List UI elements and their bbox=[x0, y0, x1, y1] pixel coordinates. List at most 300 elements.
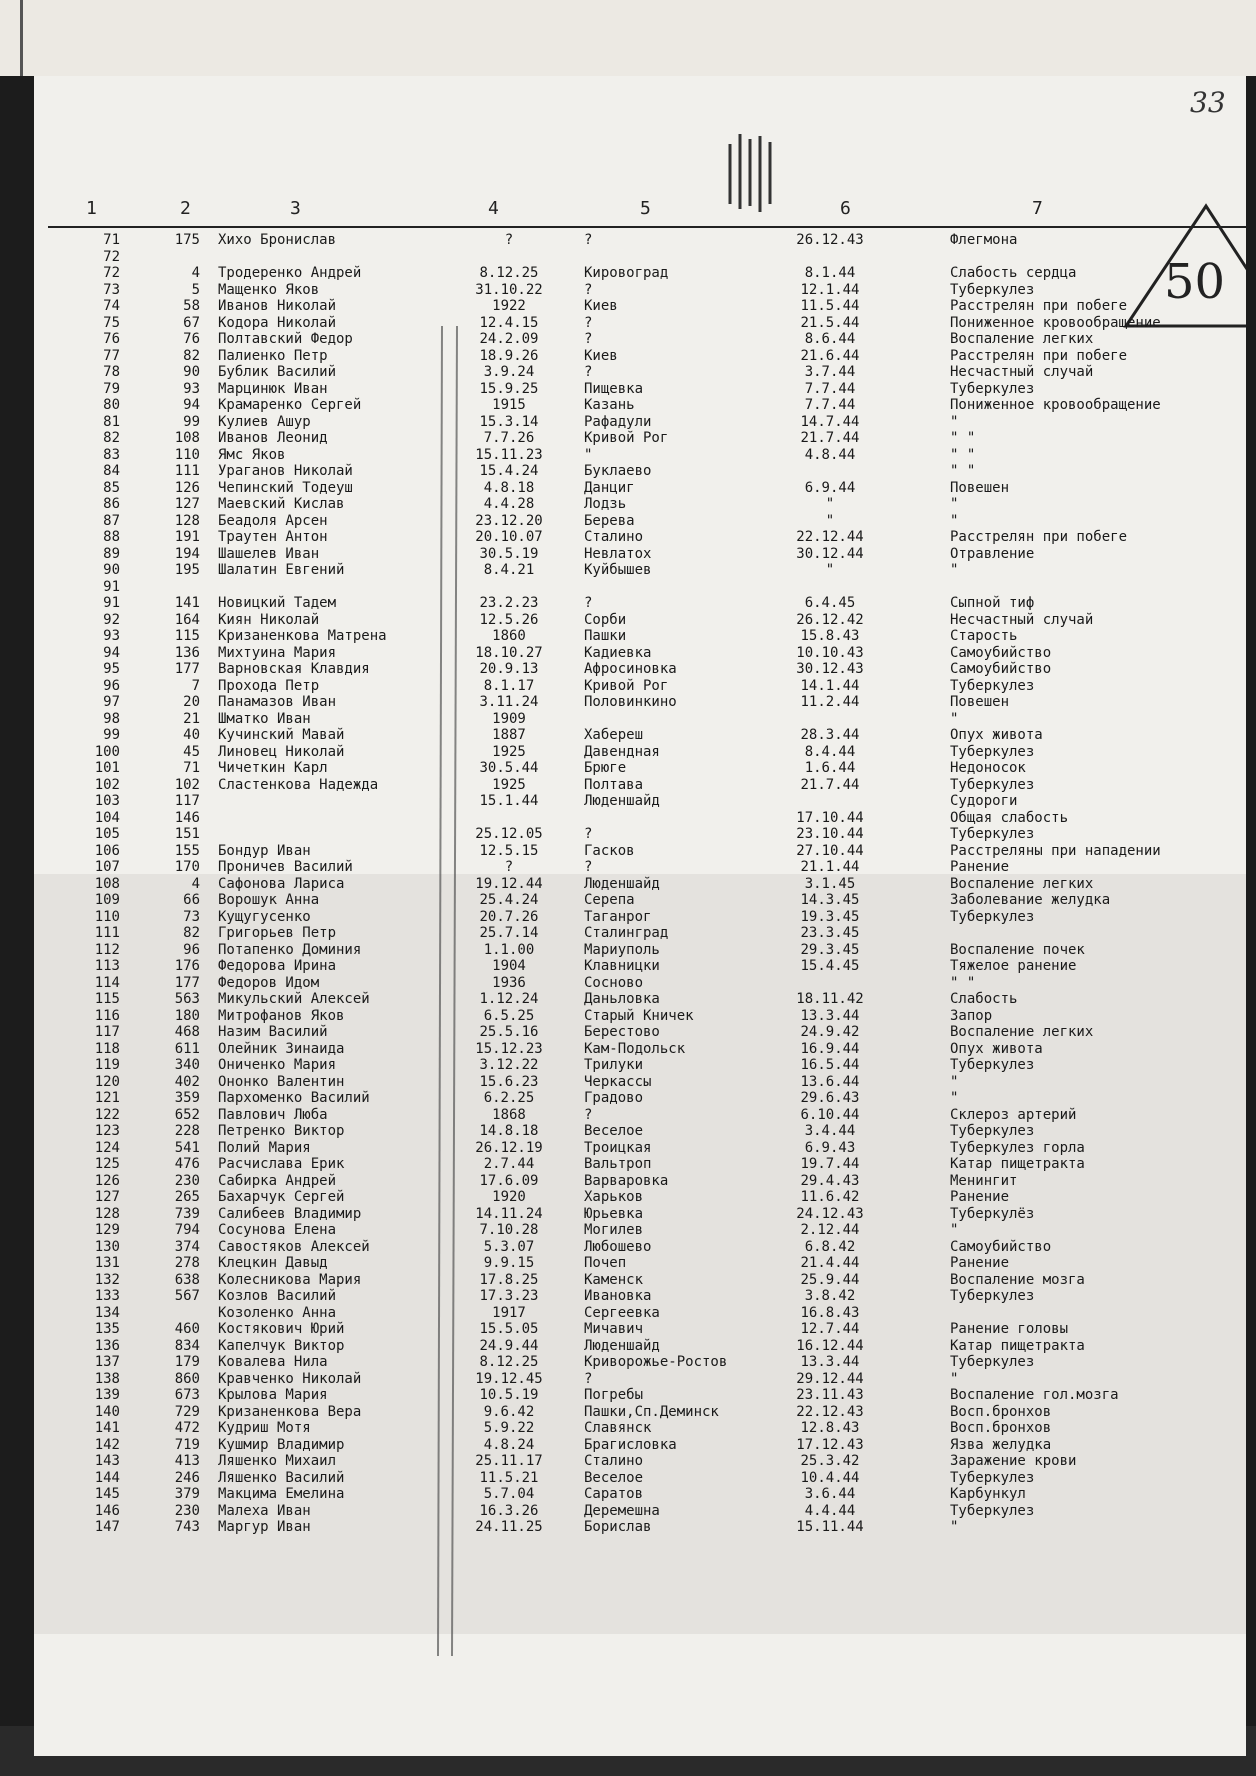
cell-c3: Павлович Люба bbox=[218, 1106, 328, 1123]
cell-c1: 134 bbox=[94, 1304, 120, 1321]
table-row bbox=[34, 661, 1246, 677]
cell-c4: 17.3.23 bbox=[479, 1288, 539, 1304]
cell-c4: 1.12.24 bbox=[479, 991, 539, 1007]
cell-c3: Киян Николай bbox=[218, 611, 320, 628]
cell-c6: 16.9.44 bbox=[800, 1040, 860, 1057]
cell-c5: Вальтроп bbox=[584, 1156, 652, 1172]
table-row bbox=[34, 744, 1246, 760]
cell-c6: 6.9.44 bbox=[804, 479, 856, 496]
cell-c2: 359 bbox=[174, 1090, 200, 1106]
cell-c4: 4.4.28 bbox=[483, 496, 535, 512]
column-headers bbox=[34, 186, 1246, 226]
cell-c1: 85 bbox=[103, 479, 120, 496]
table-row bbox=[34, 513, 1246, 529]
cell-c2: 177 bbox=[174, 974, 200, 991]
cell-c5: Трилуки bbox=[584, 1057, 644, 1073]
cell-c4: 17.6.09 bbox=[479, 1172, 539, 1189]
cell-c5: Погребы bbox=[584, 1387, 644, 1403]
cell-c5: ? bbox=[584, 232, 593, 248]
cell-c6: 14.3.45 bbox=[800, 892, 860, 908]
cell-c5: Кам-Подольск bbox=[584, 1040, 686, 1057]
cell-c7: Воспаление легких bbox=[950, 875, 1094, 892]
cell-c6: 6.8.42 bbox=[804, 1238, 856, 1255]
cell-c6: 3.8.42 bbox=[804, 1288, 856, 1304]
table-row bbox=[34, 1123, 1246, 1139]
cell-c1: 75 bbox=[103, 314, 120, 331]
cell-c1: 118 bbox=[94, 1040, 120, 1057]
cell-c1: 108 bbox=[94, 875, 120, 892]
column-header: 1 bbox=[86, 198, 97, 219]
cell-c7: Катар пищетракта bbox=[950, 1156, 1085, 1172]
table-row bbox=[34, 232, 1246, 248]
cell-c7: Туберкулез bbox=[950, 826, 1035, 842]
cell-c2: 102 bbox=[174, 776, 200, 793]
cell-c5: Рафадули bbox=[584, 413, 652, 430]
cell-c5: Полтава bbox=[584, 776, 644, 793]
cell-c7: Воспаление легких bbox=[950, 331, 1094, 347]
cell-c3: Расчислава Ерик bbox=[218, 1156, 345, 1172]
cell-c7: Самоубийство bbox=[950, 644, 1052, 661]
cell-c7: Отравление bbox=[950, 545, 1035, 562]
cell-c5: Саратов bbox=[584, 1486, 644, 1502]
cell-c2: 66 bbox=[183, 892, 200, 908]
cell-c6: 3.4.44 bbox=[804, 1123, 856, 1139]
table-row bbox=[34, 1173, 1246, 1189]
cell-c3: Иванов Леонид bbox=[218, 430, 328, 446]
cell-c3: Пархоменко Василий bbox=[218, 1090, 370, 1106]
cell-c3: Чичеткин Карл bbox=[218, 760, 328, 776]
cell-c5: ? bbox=[584, 314, 593, 331]
cell-c4: 1860 bbox=[492, 628, 526, 644]
cell-c6: 16.5.44 bbox=[800, 1057, 860, 1073]
cell-c4: 14.8.18 bbox=[479, 1123, 539, 1139]
cell-c6: 17.10.44 bbox=[796, 809, 864, 826]
cell-c1: 136 bbox=[94, 1337, 120, 1354]
cell-c2: 652 bbox=[174, 1106, 200, 1123]
cell-c2: 82 bbox=[183, 347, 200, 364]
cell-c5: Сталинград bbox=[584, 925, 669, 941]
cell-c3: Шашелев Иван bbox=[218, 545, 320, 562]
cell-c3: Шматко Иван bbox=[218, 710, 311, 727]
cell-c6: 1.6.44 bbox=[804, 760, 856, 776]
cell-c5: Хабереш bbox=[584, 727, 644, 743]
cell-c7: " bbox=[950, 1370, 959, 1387]
cell-c1: 127 bbox=[94, 1189, 120, 1205]
header-rule bbox=[48, 226, 1246, 228]
cell-c2: 71 bbox=[183, 760, 200, 776]
cell-c3: Тродеренко Андрей bbox=[218, 265, 362, 281]
cell-c7: Катар пищетракта bbox=[950, 1337, 1085, 1354]
cell-c5: Мариуполь bbox=[584, 941, 660, 958]
cell-c6: 11.6.42 bbox=[800, 1189, 860, 1205]
cell-c1: 86 bbox=[103, 496, 120, 512]
cell-c5: Сталино bbox=[584, 529, 644, 545]
table-row bbox=[34, 793, 1246, 809]
cell-c3: Палиенко Петр bbox=[218, 347, 328, 364]
cell-c1: 102 bbox=[94, 776, 120, 793]
cell-c3: Шалатин Евгений bbox=[218, 562, 345, 578]
cell-c7: Пониженное кровообращение bbox=[950, 314, 1161, 331]
cell-c3: Бублик Василий bbox=[218, 364, 337, 380]
cell-c5: Данциг bbox=[584, 479, 635, 496]
cell-c5: Кадиевка bbox=[584, 644, 652, 661]
cell-c3: Федоров Идом bbox=[218, 974, 320, 991]
cell-c1: 76 bbox=[103, 331, 120, 347]
cell-c1: 120 bbox=[94, 1073, 120, 1090]
table-row bbox=[34, 364, 1246, 380]
scan-top-strip bbox=[0, 0, 1256, 76]
cell-c2: 180 bbox=[174, 1007, 200, 1024]
table-row bbox=[34, 1420, 1246, 1436]
cell-c1: 117 bbox=[94, 1024, 120, 1040]
cell-c5: Деремешна bbox=[584, 1502, 660, 1519]
cell-c7: Туберкулез bbox=[950, 1123, 1035, 1139]
cell-c6: 8.4.44 bbox=[804, 743, 856, 760]
table-row bbox=[34, 1206, 1246, 1222]
cell-c2: 476 bbox=[174, 1156, 200, 1172]
cell-c1: 91 bbox=[103, 595, 120, 611]
cell-c5: Брюге bbox=[584, 760, 627, 776]
cell-c4: 4.8.18 bbox=[483, 479, 535, 496]
cell-c6: 23.10.44 bbox=[796, 826, 864, 842]
table-row bbox=[34, 760, 1246, 776]
page-number: 33 bbox=[1190, 86, 1226, 119]
cell-c5: Мичавич bbox=[584, 1321, 644, 1337]
cell-c2: 111 bbox=[174, 463, 200, 479]
cell-c2: 126 bbox=[174, 479, 200, 496]
cell-c7: " bbox=[950, 1519, 959, 1535]
cell-c7: Пониженное кровообращение bbox=[950, 397, 1161, 413]
cell-c5: Любошево bbox=[584, 1238, 652, 1255]
cell-c7: Судороги bbox=[950, 793, 1018, 809]
table-row bbox=[34, 414, 1246, 430]
cell-c2: 99 bbox=[183, 413, 200, 430]
cell-c3: Макцима Емелина bbox=[218, 1486, 345, 1502]
cell-c1: 95 bbox=[103, 661, 120, 677]
cell-c5: Харьков bbox=[584, 1189, 644, 1205]
table-row bbox=[34, 991, 1246, 1007]
cell-c3: Митрофанов Яков bbox=[218, 1007, 345, 1024]
cell-c3: Хихо Бронислав bbox=[218, 232, 337, 248]
cell-c4: 1.1.00 bbox=[483, 941, 535, 958]
table-row bbox=[34, 315, 1246, 331]
cell-c7: Расстрелян при побеге bbox=[950, 347, 1128, 364]
cell-c5: Славянск bbox=[584, 1420, 652, 1436]
cell-c4: 5.7.04 bbox=[483, 1486, 535, 1502]
cell-c5: Люденшайд bbox=[584, 793, 660, 809]
table-row bbox=[34, 1074, 1246, 1090]
table-row bbox=[34, 1272, 1246, 1288]
cell-c3: Козоленко Анна bbox=[218, 1304, 337, 1321]
cell-c5: Гасков bbox=[584, 842, 635, 859]
cell-c4: 25.5.16 bbox=[479, 1024, 539, 1040]
cell-c3: Назим Василий bbox=[218, 1024, 328, 1040]
cell-c4: 3.9.24 bbox=[483, 364, 535, 380]
cell-c7: Склероз артерий bbox=[950, 1106, 1077, 1123]
cell-c6: 21.5.44 bbox=[800, 314, 860, 331]
cell-c7: Туберкулез bbox=[950, 1354, 1035, 1370]
cell-c6: 12.7.44 bbox=[800, 1321, 860, 1337]
column-header: 6 bbox=[840, 198, 851, 219]
cell-c7: Туберкулез bbox=[950, 281, 1035, 298]
cell-c7: Флегмона bbox=[950, 232, 1018, 248]
cell-c2: 40 bbox=[183, 727, 200, 743]
cell-c4: 1920 bbox=[492, 1189, 526, 1205]
table-row bbox=[34, 430, 1246, 446]
cell-c3: Кущугусенко bbox=[218, 908, 311, 925]
cell-c1: 114 bbox=[94, 974, 120, 991]
table-row bbox=[34, 1255, 1246, 1271]
table-row bbox=[34, 645, 1246, 661]
cell-c3: Беадоля Арсен bbox=[218, 512, 328, 529]
table-row bbox=[34, 628, 1246, 644]
cell-c6: 14.7.44 bbox=[800, 413, 860, 430]
cell-c2: 719 bbox=[174, 1436, 200, 1453]
cell-c2: 194 bbox=[174, 545, 200, 562]
cell-c3: Петренко Виктор bbox=[218, 1123, 345, 1139]
cell-c3: Кравченко Николай bbox=[218, 1370, 362, 1387]
cell-c2: 567 bbox=[174, 1288, 200, 1304]
cell-c6: " bbox=[825, 512, 835, 529]
cell-c3: Сабирка Андрей bbox=[218, 1172, 337, 1189]
cell-c7: Восп.бронхов bbox=[950, 1420, 1052, 1436]
cell-c3: Чепинский Тодеуш bbox=[218, 479, 353, 496]
cell-c4: 15.4.24 bbox=[479, 463, 539, 479]
cell-c5: Сталино bbox=[584, 1453, 644, 1469]
cell-c7: Запор bbox=[950, 1007, 993, 1024]
cell-c7: Несчастный случай bbox=[950, 364, 1094, 380]
cell-c1: 110 bbox=[94, 908, 120, 925]
table-row bbox=[34, 562, 1246, 578]
cell-c6: 26.12.42 bbox=[796, 611, 864, 628]
cell-c3: Михтуина Мария bbox=[218, 644, 337, 661]
cell-c2: 115 bbox=[174, 628, 200, 644]
cell-c6: " bbox=[825, 562, 835, 578]
table-row bbox=[34, 1354, 1246, 1370]
cell-c7: Старость bbox=[950, 628, 1018, 644]
cell-c1: 90 bbox=[103, 562, 120, 578]
cell-c1: 87 bbox=[103, 512, 120, 529]
cell-c4: 1887 bbox=[492, 727, 526, 743]
cell-c5: Киев bbox=[584, 347, 618, 364]
cell-c2: 230 bbox=[174, 1502, 200, 1519]
cell-c4: 30.5.19 bbox=[479, 545, 539, 562]
cell-c4: 1925 bbox=[492, 776, 526, 793]
cell-c4: 15.11.23 bbox=[475, 446, 543, 463]
cell-c7: Опух живота bbox=[950, 1040, 1043, 1057]
cell-c5: Сосново bbox=[584, 974, 644, 991]
table-row bbox=[34, 579, 1246, 595]
cell-c3: Сафонова Лариса bbox=[218, 875, 345, 892]
cell-c7: " bbox=[950, 562, 959, 578]
table-row bbox=[34, 942, 1246, 958]
cell-c5: Кировоград bbox=[584, 265, 669, 281]
cell-c6: 10.10.43 bbox=[796, 644, 864, 661]
cell-c6: 15.11.44 bbox=[796, 1519, 864, 1535]
table-row bbox=[34, 282, 1246, 298]
cell-c3: Кулиев Ашур bbox=[218, 413, 311, 430]
cell-c2: 67 bbox=[183, 314, 200, 331]
cell-c2: 472 bbox=[174, 1420, 200, 1436]
cell-c6: 23.11.43 bbox=[796, 1387, 864, 1403]
stamp-number: 50 bbox=[1164, 254, 1226, 310]
cell-c4: 1917 bbox=[492, 1304, 526, 1321]
cell-c7: Туберкулез bbox=[950, 743, 1035, 760]
cell-c2: 76 bbox=[183, 331, 200, 347]
cell-c7: " " bbox=[950, 430, 976, 446]
cell-c7: Туберкулез bbox=[950, 776, 1035, 793]
table-row bbox=[34, 727, 1246, 743]
cell-c4: 1868 bbox=[492, 1106, 526, 1123]
cell-c6: 12.1.44 bbox=[800, 281, 860, 298]
cell-c6: 4.8.44 bbox=[804, 446, 856, 463]
cell-c5: Клавницки bbox=[584, 958, 660, 974]
cell-c1: 139 bbox=[94, 1387, 120, 1403]
cell-c7: Туберкулез bbox=[950, 1469, 1035, 1486]
cell-c4: 12.5.26 bbox=[479, 611, 539, 628]
table-row bbox=[34, 859, 1246, 875]
cell-c4: 7.7.26 bbox=[483, 430, 535, 446]
table-row bbox=[34, 1239, 1246, 1255]
cell-c6: 8.1.44 bbox=[804, 265, 856, 281]
cell-c1: 79 bbox=[103, 380, 120, 397]
cell-c3: Ворошук Анна bbox=[218, 892, 320, 908]
cell-c1: 107 bbox=[94, 859, 120, 875]
cell-c5: Могилев bbox=[584, 1222, 644, 1238]
table-row bbox=[34, 1519, 1246, 1535]
cell-c3: Иванов Николай bbox=[218, 298, 337, 314]
cell-c7: Опух живота bbox=[950, 727, 1043, 743]
cell-c1: 141 bbox=[94, 1420, 120, 1436]
cell-c6: 29.12.44 bbox=[796, 1370, 864, 1387]
cell-c4: 23.12.20 bbox=[475, 512, 543, 529]
cell-c1: 111 bbox=[94, 925, 120, 941]
cell-c4: 3.12.22 bbox=[479, 1057, 539, 1073]
cell-c1: 97 bbox=[103, 694, 120, 710]
cell-c2: 743 bbox=[174, 1519, 200, 1535]
cell-c4: 7.10.28 bbox=[479, 1222, 539, 1238]
cell-c2: 739 bbox=[174, 1205, 200, 1222]
cell-c7: Несчастный случай bbox=[950, 611, 1094, 628]
cell-c5: Пашки,Сп.Деминск bbox=[584, 1403, 719, 1420]
cell-c1: 123 bbox=[94, 1123, 120, 1139]
cell-c6: 16.12.44 bbox=[796, 1337, 864, 1354]
table-row bbox=[34, 1503, 1246, 1519]
cell-c5: Градово bbox=[584, 1090, 644, 1106]
cell-c6: 8.6.44 bbox=[804, 331, 856, 347]
cell-c6: 16.8.43 bbox=[800, 1304, 860, 1321]
cell-c2: 563 bbox=[174, 991, 200, 1007]
cell-c7: Общая слабость bbox=[950, 809, 1069, 826]
cell-c4: 20.10.07 bbox=[475, 529, 543, 545]
cell-c1: 144 bbox=[94, 1469, 120, 1486]
cell-c4: 6.2.25 bbox=[483, 1090, 535, 1106]
cell-c2: 146 bbox=[174, 809, 200, 826]
table-row bbox=[34, 678, 1246, 694]
cell-c3: Сластенкова Надежда bbox=[218, 776, 379, 793]
cell-c5: Берева bbox=[584, 512, 635, 529]
cell-c4: 25.12.05 bbox=[475, 826, 543, 842]
cell-c7: Слабость bbox=[950, 991, 1018, 1007]
cell-c3: Ононко Валентин bbox=[218, 1073, 345, 1090]
cell-c1: 100 bbox=[94, 743, 120, 760]
cell-c7: " bbox=[950, 1073, 959, 1090]
table-row bbox=[34, 1305, 1246, 1321]
cell-c2: 4 bbox=[191, 875, 200, 892]
cell-c2: 128 bbox=[174, 512, 200, 529]
cell-c2: 117 bbox=[174, 793, 200, 809]
cell-c4: 16.3.26 bbox=[479, 1502, 539, 1519]
cell-c4: 24.11.25 bbox=[475, 1519, 543, 1535]
cell-c6: " bbox=[825, 496, 835, 512]
table-row bbox=[34, 892, 1246, 908]
cell-c6: 21.4.44 bbox=[800, 1255, 860, 1271]
cell-c7: Туберкулез горла bbox=[950, 1139, 1085, 1156]
cell-c6: 30.12.43 bbox=[796, 661, 864, 677]
cell-c5: Черкассы bbox=[584, 1073, 652, 1090]
table-row bbox=[34, 1008, 1246, 1024]
cell-c4: 8.4.21 bbox=[483, 562, 535, 578]
cell-c2: 73 bbox=[183, 908, 200, 925]
column-header: 4 bbox=[488, 198, 499, 219]
table-row bbox=[34, 298, 1246, 314]
cell-c3: Малеха Иван bbox=[218, 1502, 311, 1519]
cell-c7: " " bbox=[950, 446, 976, 463]
cell-c7: Расстреляны при нападении bbox=[950, 842, 1161, 859]
cell-c7: " bbox=[950, 496, 959, 512]
table-row bbox=[34, 810, 1246, 826]
cell-c6: 13.3.44 bbox=[800, 1007, 860, 1024]
cell-c3: Линовец Николай bbox=[218, 743, 345, 760]
table-row bbox=[34, 1041, 1246, 1057]
cell-c3: Мащенко Яков bbox=[218, 281, 320, 298]
cell-c6: 25.9.44 bbox=[800, 1271, 860, 1288]
table-row bbox=[34, 826, 1246, 842]
table-row bbox=[34, 1107, 1246, 1123]
cell-c2: 834 bbox=[174, 1337, 200, 1354]
cell-c6: 29.3.45 bbox=[800, 941, 860, 958]
cell-c5: Серепа bbox=[584, 892, 635, 908]
cell-c4: 24.2.09 bbox=[479, 331, 539, 347]
cell-c6: 21.7.44 bbox=[800, 430, 860, 446]
cell-c6: 3.7.44 bbox=[804, 364, 856, 380]
cell-c2: 611 bbox=[174, 1040, 200, 1057]
table-row bbox=[34, 1156, 1246, 1172]
cell-c3: Савостяков Алексей bbox=[218, 1238, 370, 1255]
cell-c1: 80 bbox=[103, 397, 120, 413]
cell-c2: 170 bbox=[174, 859, 200, 875]
cell-c1: 88 bbox=[103, 529, 120, 545]
cell-c2: 141 bbox=[174, 595, 200, 611]
cell-c6: 22.12.43 bbox=[796, 1403, 864, 1420]
cell-c1: 93 bbox=[103, 628, 120, 644]
table-row bbox=[34, 1371, 1246, 1387]
cell-c1: 125 bbox=[94, 1156, 120, 1172]
cell-c4: 1909 bbox=[492, 710, 526, 727]
table-row bbox=[34, 777, 1246, 793]
cell-c4: 19.12.45 bbox=[475, 1370, 543, 1387]
cell-c4: 1925 bbox=[492, 743, 526, 760]
cell-c7: Заболевание желудка bbox=[950, 892, 1111, 908]
cell-c5: Пищевка bbox=[584, 380, 644, 397]
column-header: 3 bbox=[290, 198, 301, 219]
cell-c7: " bbox=[950, 1222, 959, 1238]
cell-c5: ? bbox=[584, 364, 593, 380]
cell-c7: Воспаление легких bbox=[950, 1024, 1094, 1040]
cell-c5: Кривой Рог bbox=[584, 677, 669, 694]
cell-c5: Берестово bbox=[584, 1024, 660, 1040]
cell-c3: Кризаненкова Матрена bbox=[218, 628, 387, 644]
